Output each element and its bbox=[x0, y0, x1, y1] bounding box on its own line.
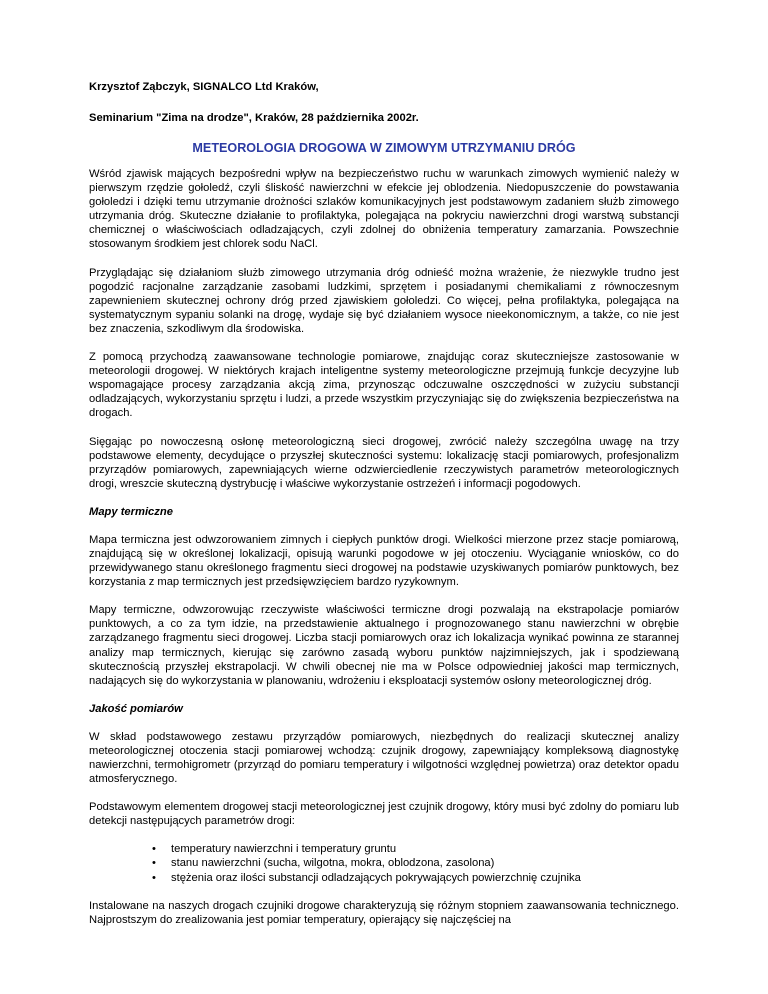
bullet-icon: • bbox=[152, 857, 156, 870]
document-body bbox=[89, 167, 679, 927]
bullet-icon: • bbox=[152, 843, 156, 856]
author-line: Krzysztof Ząbczyk, SIGNALCO Ltd Kraków, bbox=[89, 81, 319, 93]
list-item bbox=[152, 856, 679, 870]
section-heading-thermal-maps: Mapy termiczne bbox=[89, 505, 173, 518]
paragraph: Przyglądając się działaniom służb zimowego utrzymania dróg odnieść można wrażenie, że niezwykle trudno jest pogodzić racjonalne zarządzanie zasobami ludzkimi, sprzętem i posiadanymi chemikaliami z równoczesnym zapewnieniem skutecznej ochrony dróg przed zjawiskiem gołoledzi. Co więcej, pełna profilaktyka, polegająca na systematycznym sypaniu solanki na drogę, wydaje się być działaniem wysoce nieekonomicznym, a także, co nie jest bez znaczenia, szkodliwym dla środowiska. bbox=[89, 266, 679, 335]
seminar-line: Seminarium "Zima na drodze", Kraków, 28 października 2002r. bbox=[89, 112, 419, 124]
paragraph: Mapy termiczne, odwzorowując rzeczywiste właściwości termiczne drogi pozwalają na ekstrapolacje pomiarów punktowych, a co za tym idzie, na przedstawienie aktualnego i prognozowanego stanu nawierzchni w obrębie zarządzanego fragmentu sieci drogowej. Liczba stacji pomiarowych oraz ich lokalizacja wynikać powinna ze starannej analizy map termicznych, kierując się zarówno zasadą wyboru punktów najzimniejszych, jak i spodziewaną skutecznością przyszłej ekstrapolacji. W chwili obecnej nie ma w Polsce odpowiedniej jakości map termicznych, nadających się do wykorzystania w planowaniu, wdrożeniu i eksploatacji systemów osłony meteorologicznej dróg. bbox=[89, 604, 679, 687]
paragraph: Wśród zjawisk mających bezpośredni wpływ na bezpieczeństwo ruchu w warunkach zimowych wymienić należy w pierwszym rzędzie gołoledź, czyli śliskość nawierzchni w efekcie jej oblodzenia. Niedopuszczenie do powstawania gołoledzi i dzięki temu utrzymanie drożności szlaków komunikacyjnych jest podstawowym zadaniem służb zimowego utrzymania dróg. Skuteczne działanie to profilaktyka, polegająca na pokryciu nawierzchni drogi warstwą substancji chemicznej o właściwościach odladzających, czyli zdolnej do obniżenia temperatury zamarzania. Powszechnie stosowanym środkiem jest chlorek sodu NaCl. bbox=[89, 168, 679, 251]
list-item-text: stężenia oraz ilości substancji odladzających pokrywających powierzchnię czujnika bbox=[171, 871, 581, 884]
parameter-list bbox=[89, 842, 679, 884]
paragraph: Instalowane na naszych drogach czujniki drogowe charakteryzują się różnym stopniem zaawansowania technicznego. Najprostszym do zrealizowania jest pomiar temperatury, opierający się najczęściej na bbox=[89, 899, 679, 926]
list-item bbox=[152, 871, 679, 885]
list-item-text: temperatury nawierzchni i temperatury gruntu bbox=[171, 843, 397, 856]
list-item bbox=[152, 842, 679, 856]
section-heading-measurement-quality: Jakość pomiarów bbox=[89, 702, 183, 715]
bullet-icon: • bbox=[152, 871, 156, 884]
list-item-text: stanu nawierzchni (sucha, wilgotna, mokra, oblodzona, zasolona) bbox=[171, 857, 495, 870]
paragraph: Z pomocą przychodzą zaawansowane technologie pomiarowe, znajdując coraz skuteczniejsze zastosowanie w meteorologii drogowej. W niektórych krajach inteligentne systemy meteorologiczne przejmują funkcje decyzyjne lub wspomagające procesy zarządzania akcją zima, przynosząc odczuwalne oszczędności w zużyciu substancji odladzających, wykorzystaniu sprzętu i ludzi, a przede wszystkim przyczyniając się do zwiększenia bezpieczeństwa na drogach. bbox=[89, 351, 679, 420]
paragraph: W skład podstawowego zestawu przyrządów pomiarowych, niezbędnych do realizacji skutecznej analizy meteorologicznej otoczenia stacji pomiarowej wchodzą: czujnik drogowy, zapewniający kompleksową diagnostykę nawierzchni, termohigrometr (przyrząd do pomiaru temperatury i wilgotności względnej powietrza) oraz detektor opadu atmosferycznego. bbox=[89, 730, 679, 786]
paragraph: Sięgając po nowoczesną osłonę meteorologiczną sieci drogowej, zwrócić należy szczególna uwagę na trzy podstawowe elementy, decydujące o przyszłej skuteczności systemu: lokalizację stacji pomiarowych, profesjonalizm przyrządów pomiarowych, zapewniających wierne odzwierciedlenie rzeczywistych parametrów meteorologicznych drogi, wreszcie skuteczną dystrybucję i właściwe wykorzystanie ostrzeżeń i informacji pogodowych. bbox=[89, 435, 679, 490]
paragraph: Mapa termiczna jest odwzorowaniem zimnych i ciepłych punktów drogi. Wielkości mierzone przez stacje pomiarową, znajdującą się w określonej lokalizacji, opisują warunki pogodowe w jej otoczeniu. Wyciąganie wniosków, co do przewidywanego stanu określonego fragmentu sieci drogowej na podstawie uzyskiwanych pomiarów punktowych, bez korzystania z map termicznych jest przedsięwzięciem bardzo ryzykownym. bbox=[89, 533, 679, 589]
paragraph: Podstawowym elementem drogowej stacji meteorologicznej jest czujnik drogowy, który musi być zdolny do pomiaru lub detekcji następujących parametrów drogi: bbox=[89, 801, 679, 828]
document-title: METEOROLOGIA DROGOWA W ZIMOWYM UTRZYMANIU DRÓG bbox=[192, 141, 576, 155]
